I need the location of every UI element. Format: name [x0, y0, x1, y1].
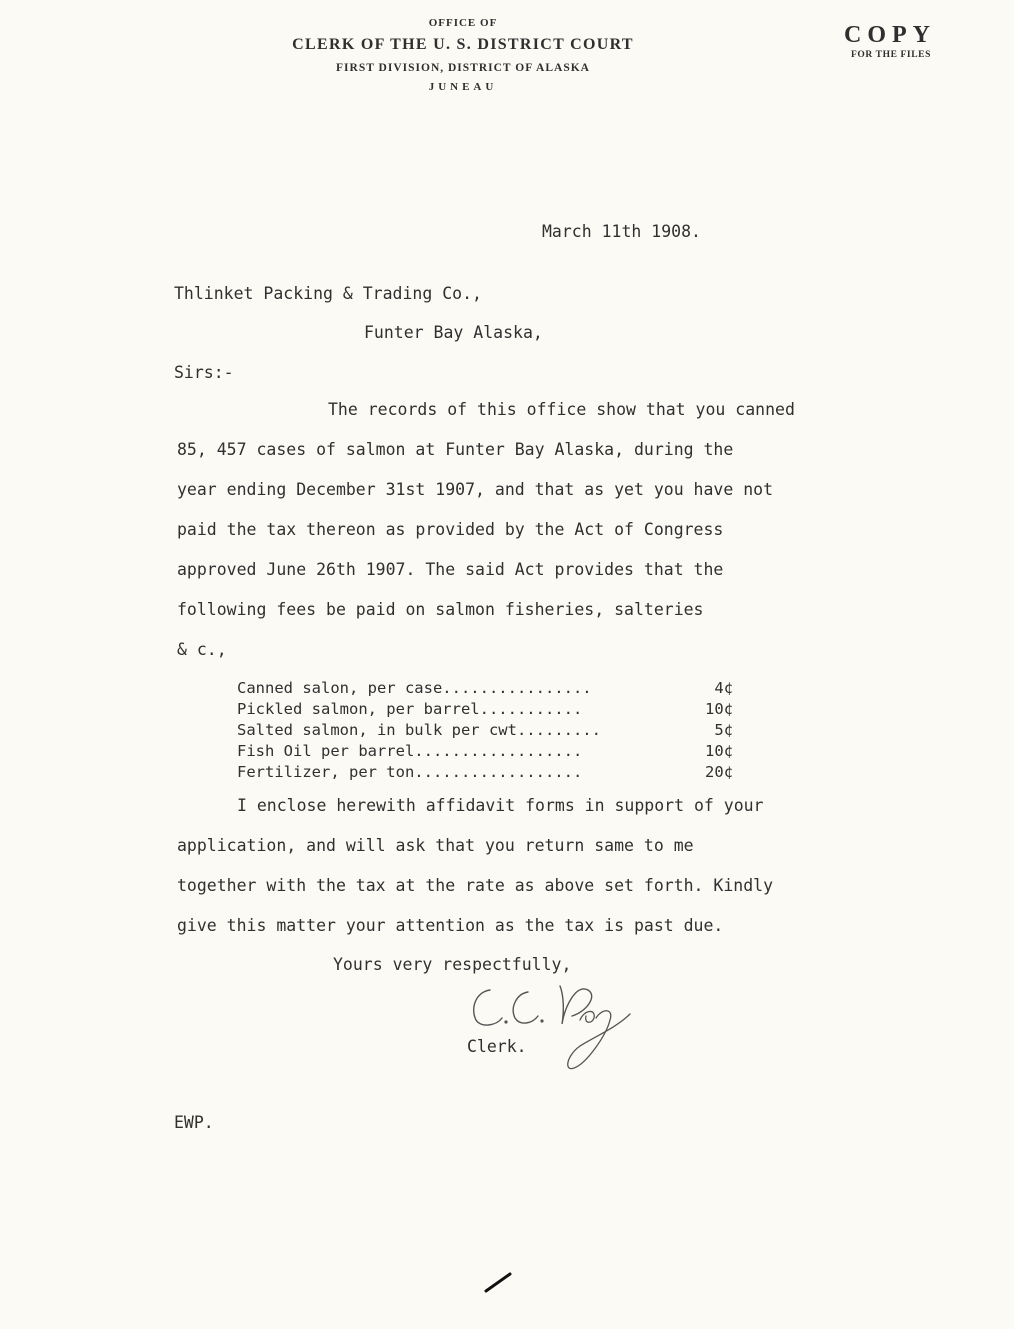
- recipient-location: Funter Bay Alaska,: [364, 323, 543, 342]
- closing: Yours very respectfully,: [333, 955, 572, 974]
- copy-stamp-note: FOR THE FILES: [851, 50, 931, 60]
- fee-row: [237, 721, 733, 739]
- paragraph2-line: give this matter your attention as the tax is past due.: [177, 916, 724, 935]
- pen-mark: [483, 1270, 513, 1294]
- fee-row: [237, 679, 733, 697]
- letterhead-office-of: OFFICE OF: [428, 17, 498, 29]
- fee-rate: 4¢: [714, 679, 733, 697]
- salutation: Sirs:-: [174, 363, 234, 382]
- copy-stamp: COPY: [844, 22, 936, 48]
- paragraph1-line: approved June 26th 1907. The said Act provides that the: [177, 560, 724, 579]
- paragraph1-line: & c.,: [177, 640, 227, 659]
- recipient-name: Thlinket Packing & Trading Co.,: [174, 284, 482, 303]
- paragraph1-line: The records of this office show that you canned: [328, 400, 795, 419]
- fee-row: [237, 742, 733, 760]
- fee-rate: 5¢: [714, 721, 733, 739]
- fee-rate: 10¢: [705, 742, 733, 760]
- fee-item: Salted salmon, in bulk per cwt.........: [237, 721, 601, 739]
- fee-rate: 10¢: [705, 700, 733, 718]
- fee-row: [237, 763, 733, 781]
- signer-title: Clerk.: [467, 1037, 527, 1056]
- fee-item: Fertilizer, per ton..................: [237, 763, 583, 781]
- letterhead-division: FIRST DIVISION, DISTRICT OF ALASKA: [336, 62, 590, 74]
- fee-item: Canned salon, per case................: [237, 679, 592, 697]
- fee-item: Fish Oil per barrel..................: [237, 742, 583, 760]
- typist-initials: EWP.: [174, 1113, 214, 1132]
- paragraph2-line: application, and will ask that you return same to me: [177, 836, 694, 855]
- fee-item: Pickled salmon, per barrel...........: [237, 700, 583, 718]
- fee-row: [237, 700, 733, 718]
- letterhead-court: CLERK OF THE U. S. DISTRICT COURT: [292, 36, 634, 53]
- letterhead-city: JUNEAU: [428, 81, 498, 93]
- paragraph2-line: I enclose herewith affidavit forms in support of your: [237, 796, 764, 815]
- paragraph2-line: together with the tax at the rate as above set forth. Kindly: [177, 876, 774, 895]
- paragraph1-line: following fees be paid on salmon fisheries, salteries: [177, 600, 704, 619]
- paragraph1-line: paid the tax thereon as provided by the Act of Congress: [177, 520, 724, 539]
- letter-date: March 11th 1908.: [542, 222, 701, 241]
- paragraph1-line: year ending December 31st 1907, and that as yet you have not: [177, 480, 774, 499]
- paragraph1-line: 85, 457 cases of salmon at Funter Bay Alaska, during the: [177, 440, 734, 459]
- fee-rate: 20¢: [705, 763, 733, 781]
- signature-mark: [468, 976, 638, 1076]
